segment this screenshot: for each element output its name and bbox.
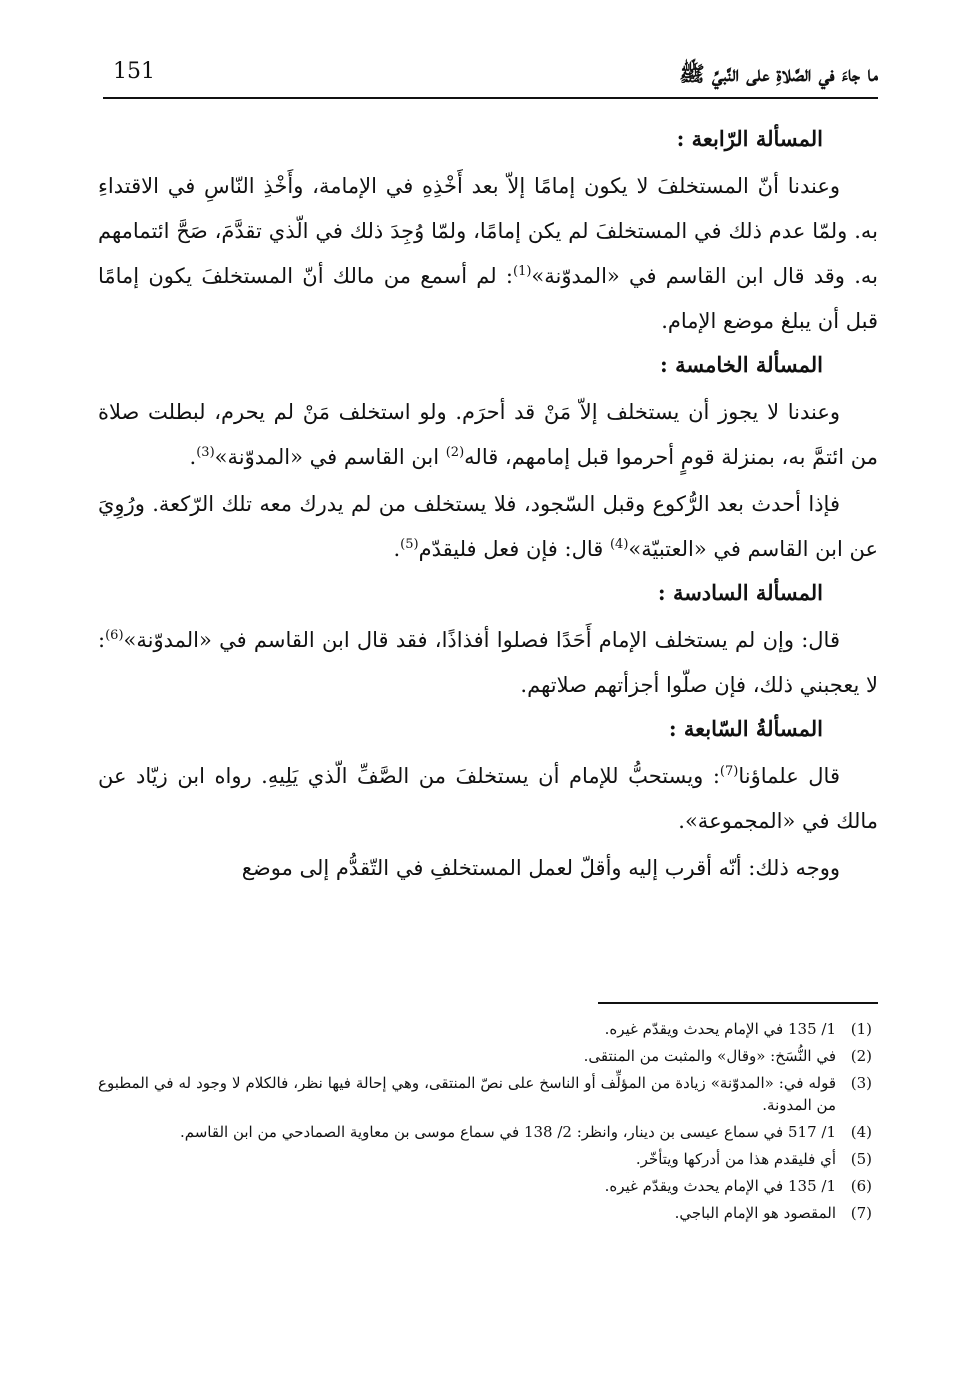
footnote-ref: (6) xyxy=(105,628,124,643)
text-run: قال: فإن فعل فليقدّم xyxy=(418,537,610,561)
paragraph xyxy=(98,164,878,344)
paragraph xyxy=(98,846,878,891)
paragraph xyxy=(98,390,878,480)
page-number: 151 xyxy=(113,59,155,84)
footnote-number: (6) xyxy=(850,1177,872,1195)
text-run: . xyxy=(393,537,401,561)
footnote-text: 1/ 517 في سماع عيسى بن دينار، وانظر: 2/ 138 في سماع موسى بن معاوية الصمادحي من ابن القاسم. xyxy=(179,1123,836,1141)
text-run: فإذا أحدث بعد الرُّكوع وقبل السّجود، فلا يستخلف من لم يدرك معه تلك الرّكعة. ورُوِيَ عن ابن القاسم في «العتبيّة» xyxy=(98,492,878,561)
paragraph xyxy=(98,618,878,708)
footnote-number: (7) xyxy=(850,1204,872,1222)
header-title: ما جاءَ في الصَّلاةِ على النَّبيِّ ﷺ xyxy=(679,61,878,86)
text-run: قال علماؤنا xyxy=(738,764,840,788)
footnote-item xyxy=(98,1121,878,1143)
footnote-item xyxy=(98,1148,878,1170)
text-run: ووجه ذلك: أنّه أقرب إليه وأقلّ لعمل المستخلفِ في التّقدُّم إلى موضع xyxy=(241,856,840,880)
section-heading: المسألةُ السّابعة : xyxy=(668,716,823,741)
footnote-separator xyxy=(598,1002,878,1004)
text-run: . xyxy=(189,445,197,469)
footnote-item xyxy=(98,1045,878,1067)
paragraph xyxy=(98,482,878,572)
footnote-ref: (4) xyxy=(609,537,629,552)
main-text xyxy=(98,118,878,893)
text-run: : لا يعجبني ذلك، فإن صلّوا أجزأتهم صلاتهم. xyxy=(98,628,878,697)
footnote-ref: (5) xyxy=(400,537,419,552)
footnote-number: (3) xyxy=(850,1074,872,1092)
text-run: وعندنا لا يجوز أن يستخلف إلاّ مَنْ قد أحرَم. ولو استخلف مَنْ لم يحرم، لبطلت صلاة من ائتمَّ به، بمنزلة قومٍ أحرموا قبل إمامهم، قاله xyxy=(98,400,878,469)
footnote-ref: (3) xyxy=(196,445,215,460)
text-run: ابن القاسم في «المدوّنة» xyxy=(214,445,446,469)
footnote-ref: (2) xyxy=(445,445,465,460)
section-heading: المسألة الخامسة : xyxy=(660,352,823,377)
footnote-number: (2) xyxy=(850,1047,872,1065)
footnote-text: في النُّسَخ: «وقال» والمثبت من المنتقى. xyxy=(583,1047,836,1065)
footnote-number: (4) xyxy=(850,1123,872,1141)
footnote-item xyxy=(98,1072,878,1116)
footnote-ref: (7) xyxy=(719,764,739,779)
footnote-list xyxy=(98,1018,878,1224)
footnote-number: (1) xyxy=(850,1020,872,1038)
footnote-item xyxy=(98,1018,878,1040)
footnote-text: أي فليقدم هذا من أدركها ويتأخّر. xyxy=(635,1150,836,1168)
text-run: : ويستحبُّ للإمام أن يستخلفَ من الصَّفِّ الّذي يَلِيهِ. رواه ابن زيّاد عن مالك في «المجموعة». xyxy=(98,764,878,833)
text-run: وعندنا أنّ المستخلفَ لا يكون إمامًا إلاّ بعد أَخْذِهِ في الإمامة، وأَخْذِ النّاسِ في الاقتداءِ به. ولمّا عدم ذلك في المستخلفَ لم يكن إمامًا، ولمّا وُجِدَ ذلك في الّذي تقدَّمَ، صَحَّ ائتمامهم به. وقد قال ابن القاسم في «المدوّنة» xyxy=(98,174,878,288)
text-run: : لم أسمع من مالك أنّ المستخلفَ يكون إمامًا قبل أن يبلغ موضع الإمام. xyxy=(98,264,878,333)
text-run: قال: وإن لم يستخلف الإمام أَحَدًا فصلوا أفذاذًا، فقد قال ابن القاسم في «المدوّنة» xyxy=(123,628,840,652)
footnote-text: المقصود هو الإمام الباجي. xyxy=(674,1204,836,1222)
running-header xyxy=(103,55,878,99)
footnotes-section xyxy=(98,1002,878,1229)
section-heading: المسألة السادسة : xyxy=(657,580,823,605)
paragraph xyxy=(98,754,878,844)
footnote-text: 1/ 135 في الإمام يحدث ويقدّم غيره. xyxy=(604,1177,836,1195)
footnote-item xyxy=(98,1202,878,1224)
footnote-number: (5) xyxy=(850,1150,872,1168)
section-heading: المسألة الرّابعة : xyxy=(676,126,823,151)
footnote-ref: (1) xyxy=(512,264,532,279)
footnote-text: 1/ 135 في الإمام يحدث ويقدّم غيره. xyxy=(604,1020,836,1038)
footnote-item xyxy=(98,1175,878,1197)
footnote-text: قوله في: «المدوّنة» زيادة من المؤلِّف أو الناسخ على نصّ المنتقى، وهي إحالة فيها نظر، فالكلام لا وجود له في المطبوع من المدونة. xyxy=(98,1074,836,1114)
